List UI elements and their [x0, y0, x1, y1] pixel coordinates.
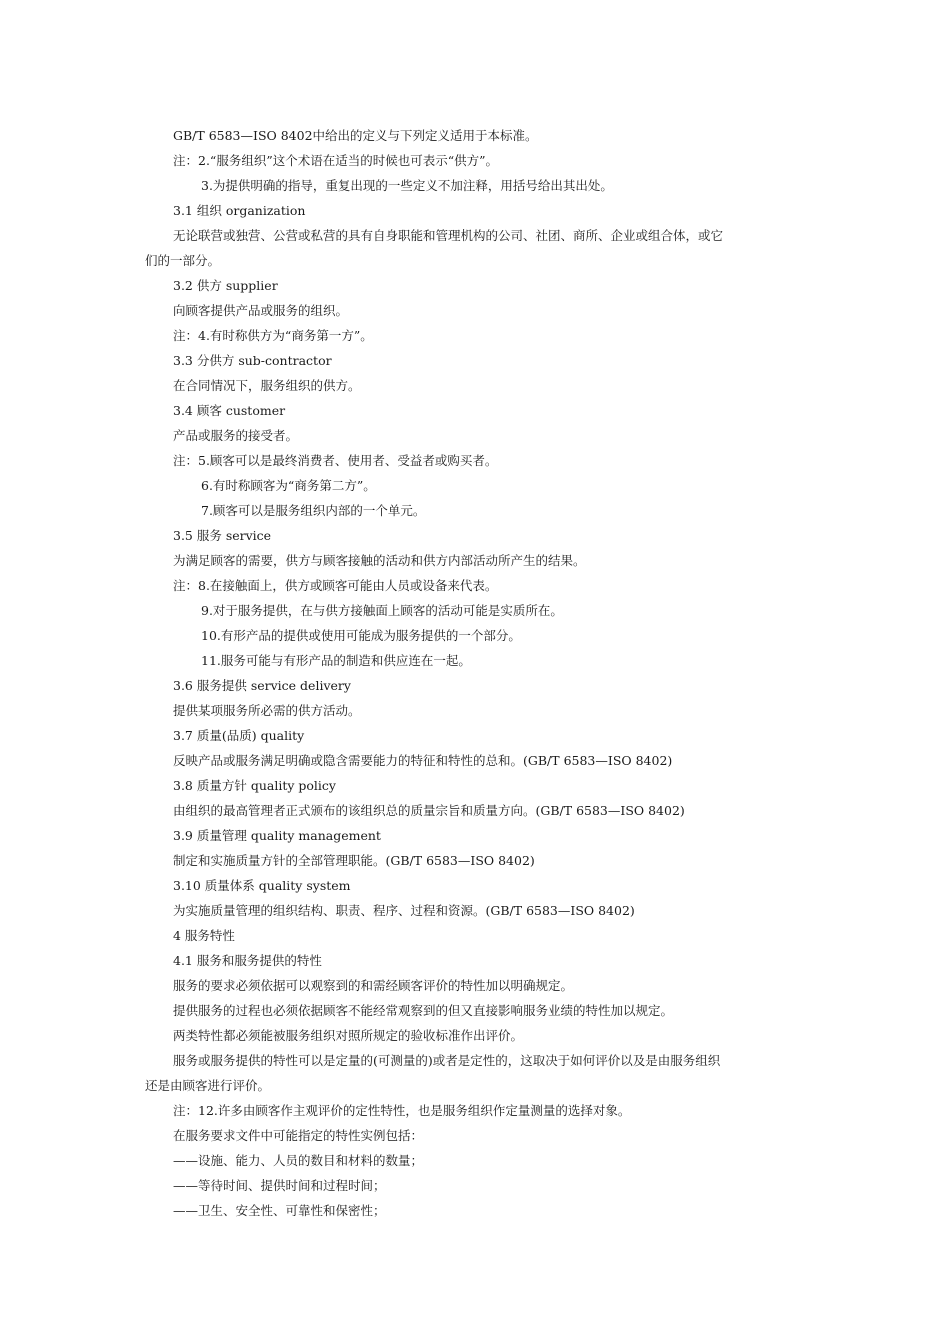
text-line: 为实施质量管理的组织结构、职责、程序、过程和资源。(GB/T 6583—ISO 8402)	[173, 903, 635, 918]
list-item: ——卫生、安全性、可靠性和保密性；	[173, 1203, 386, 1218]
text-line: 产品或服务的接受者。	[173, 428, 299, 443]
text-line: 们的一部分。	[145, 253, 221, 268]
text-line: 提供服务的过程也必须依据顾客不能经常观察到的但又直接影响服务业绩的特性加以规定。	[173, 1003, 674, 1018]
text-line: 制定和实施质量方针的全部管理职能。(GB/T 6583—ISO 8402)	[173, 853, 535, 868]
text-line: 还是由顾客进行评价。	[145, 1078, 271, 1093]
note-line: 7.顾客可以是服务组织内部的一个单元。	[201, 503, 426, 518]
clause-heading: 3.9 质量管理 quality management	[173, 828, 381, 843]
text-line: 服务的要求必须依据可以观察到的和需经顾客评价的特性加以明确规定。	[173, 978, 574, 993]
list-item: ——设施、能力、人员的数目和材料的数量；	[173, 1153, 424, 1168]
note-line: 6.有时称顾客为“商务第二方”。	[201, 478, 376, 493]
note-line: 注：12.许多由顾客作主观评价的定性特性，也是服务组织作定量测量的选择对象。	[173, 1103, 631, 1118]
clause-heading: 3.4 顾客 customer	[173, 403, 286, 418]
note-line: 注：8.在接触面上，供方或顾客可能由人员或设备来代表。	[173, 578, 498, 593]
text-line: 无论联营或独营、公营或私营的具有自身职能和管理机构的公司、社团、商所、企业或组合体，或它	[173, 228, 724, 243]
text-line: 为满足顾客的需要，供方与顾客接触的活动和供方内部活动所产生的结果。	[173, 553, 586, 568]
clause-heading: 3.2 供方 supplier	[173, 278, 278, 293]
clause-heading: 3.1 组织 organization	[173, 203, 306, 218]
note-line: 11.服务可能与有形产品的制造和供应连在一起。	[201, 653, 471, 668]
clause-heading: 3.8 质量方针 quality policy	[173, 778, 336, 793]
clause-heading: 4.1 服务和服务提供的特性	[173, 953, 322, 968]
text-line: 提供某项服务所必需的供方活动。	[173, 703, 361, 718]
note-line: 注：4.有时称供方为“商务第一方”。	[173, 328, 373, 343]
text-line: 在合同情况下，服务组织的供方。	[173, 378, 361, 393]
note-line: 9.对于服务提供，在与供方接触面上顾客的活动可能是实质所在。	[201, 603, 563, 618]
clause-heading: 3.3 分供方 sub-contractor	[173, 353, 332, 368]
list-item: ——等待时间、提供时间和过程时间；	[173, 1178, 386, 1193]
section-heading: 4 服务特性	[173, 928, 235, 943]
text-line: 在服务要求文件中可能指定的特性实例包括：	[173, 1128, 424, 1143]
text-line: GB/T 6583—ISO 8402中给出的定义与下列定义适用于本标准。	[173, 128, 538, 143]
text-line: 两类特性都必须能被服务组织对照所规定的验收标准作出评价。	[173, 1028, 524, 1043]
clause-heading: 3.7 质量(品质) quality	[173, 728, 305, 743]
text-line: 反映产品或服务满足明确或隐含需要能力的特征和特性的总和。(GB/T 6583—ISO 8402)	[173, 753, 673, 768]
clause-heading: 3.10 质量体系 quality system	[173, 878, 351, 893]
note-line: 3.为提供明确的指导，重复出现的一些定义不加注释，用括号给出其出处。	[201, 178, 613, 193]
note-line: 10.有形产品的提供或使用可能成为服务提供的一个部分。	[201, 628, 521, 643]
note-line: 注：5.顾客可以是最终消费者、使用者、受益者或购买者。	[173, 453, 498, 468]
clause-heading: 3.5 服务 service	[173, 528, 272, 543]
text-line: 由组织的最高管理者正式颁布的该组织总的质量宗旨和质量方向。(GB/T 6583—ISO 8402)	[173, 803, 685, 818]
text-line: 服务或服务提供的特性可以是定量的(可测量的)或者是定性的，这取决于如何评价以及是由服务组织	[173, 1053, 721, 1068]
note-line: 注：2.“服务组织”这个术语在适当的时候也可表示“供方”。	[173, 153, 498, 168]
clause-heading: 3.6 服务提供 service delivery	[173, 678, 351, 693]
text-line: 向顾客提供产品或服务的组织。	[173, 303, 349, 318]
